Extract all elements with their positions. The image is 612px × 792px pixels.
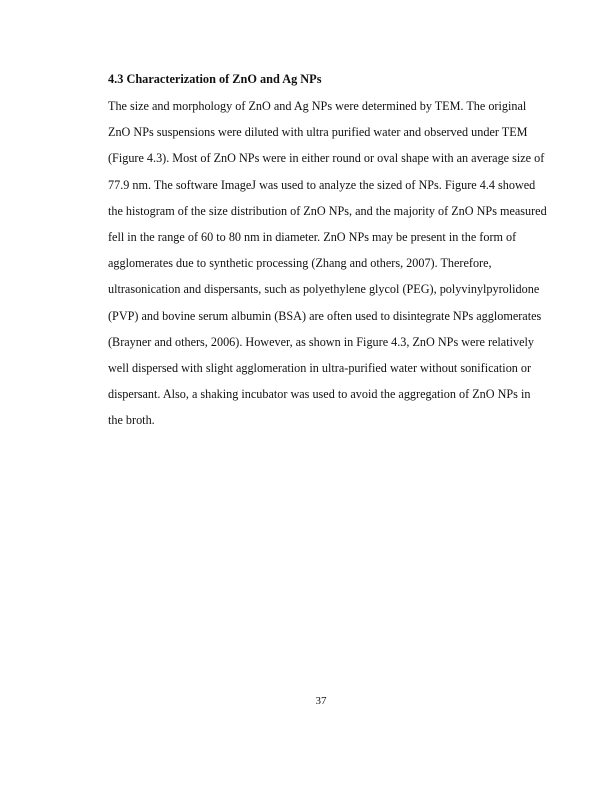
paragraph-line: 77.9 nm. The software ImageJ was used to analyze the sized of NPs. Figure 4.4 showed	[108, 177, 536, 192]
paragraph-line: (PVP) and bovine serum albumin (BSA) are often used to disintegrate NPs agglomerates	[108, 308, 542, 323]
paragraph-line: the broth.	[108, 413, 155, 428]
paragraph-line: The size and morphology of ZnO and Ag NPs were determined by TEM. The original	[108, 99, 527, 113]
body-paragraph	[108, 98, 547, 438]
paragraph-line: (Brayner and others, 2006). However, as shown in Figure 4.3, ZnO NPs were relatively	[108, 334, 534, 349]
paragraph-line: well dispersed with slight agglomeration in ultra-purified water without sonification or	[108, 360, 532, 375]
paragraph-line: ZnO NPs suspensions were diluted with ultra purified water and observed under TEM	[108, 125, 528, 140]
paragraph-line: dispersant. Also, a shaking incubator was used to avoid the aggregation of ZnO NPs in	[108, 387, 531, 402]
section-heading: 4.3 Characterization of ZnO and Ag NPs	[108, 72, 322, 86]
page-number: 37	[315, 695, 327, 707]
paragraph-line: ultrasonication and dispersants, such as polyethylene glycol (PEG), polyvinylpyrolidone	[108, 282, 540, 297]
paragraph-line: agglomerates due to synthetic processing (Zhang and others, 2007). Therefore,	[108, 256, 492, 271]
paragraph-line: fell in the range of 60 to 80 nm in diameter. ZnO NPs may be present in the form of	[108, 229, 517, 244]
paragraph-line: the histogram of the size distribution of ZnO NPs, and the majority of ZnO NPs measured	[108, 203, 547, 218]
paragraph-line: (Figure 4.3). Most of ZnO NPs were in either round or oval shape with an average size of	[108, 151, 545, 166]
